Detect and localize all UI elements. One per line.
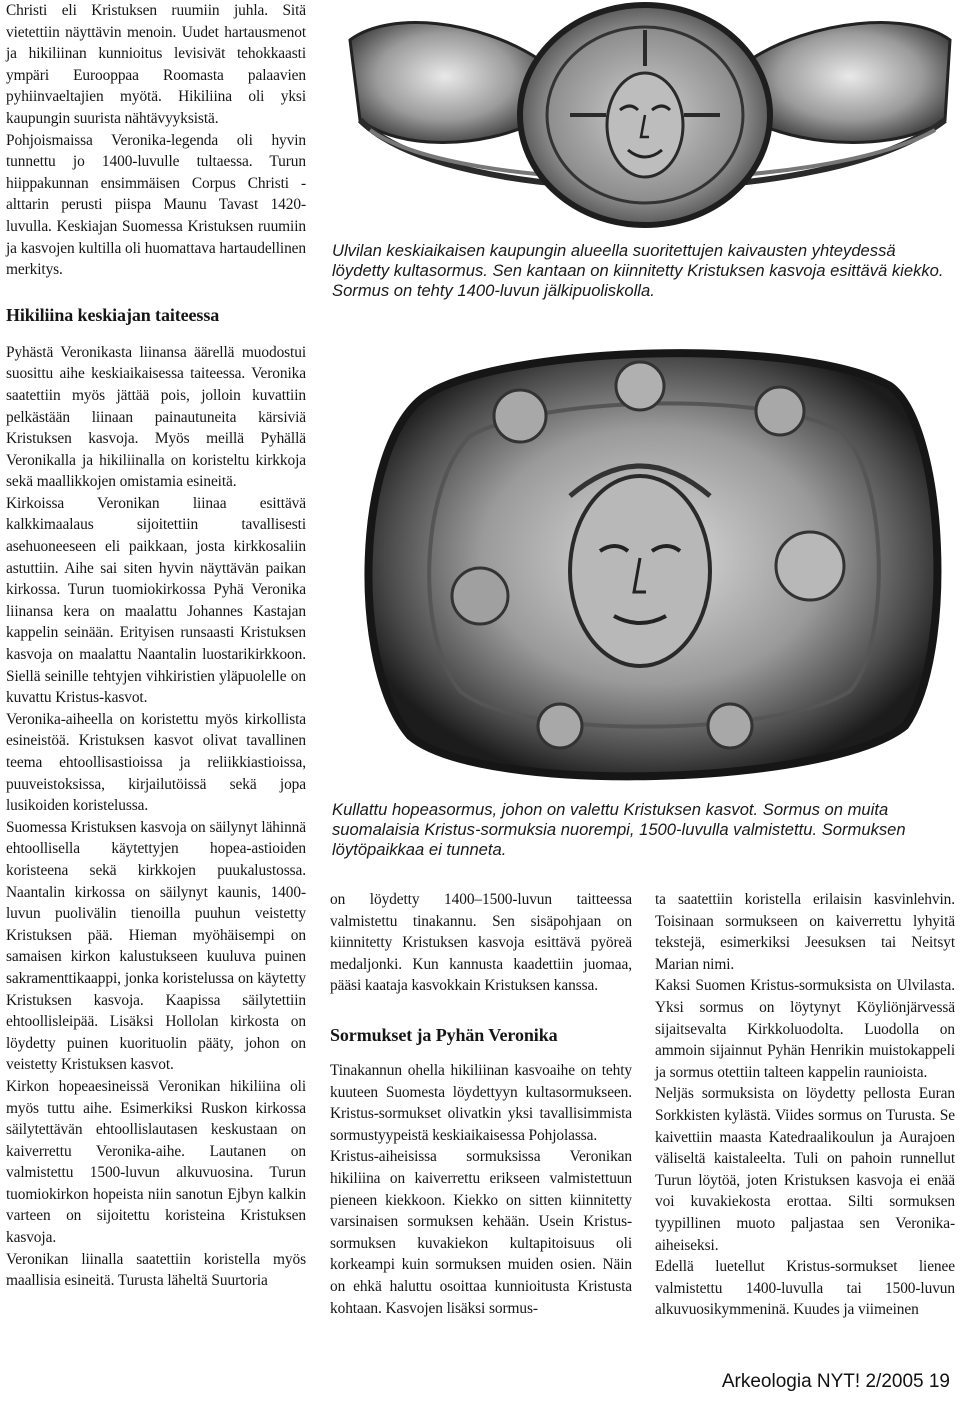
article-intro [6,0,306,281]
middle-photo-caption: Kullattu hopeasormus, johon on valettu Kristuksen kasvot. Sormus on muita suomalaisia Kristus-sormuksia nuorempi, 1500-luvulla valmistettu. Sormuksen löytöpaikkaa ei tunneta. [332,800,906,859]
paragraph: Kaksi Suomen Kristus-sormuksista on Ulvilasta. Yksi sormus on löytynyt Köyliönjärvessä sijaitsevalta Kirkkoluodolta. Luodolla on ammoin sijainnut Pyhän Henrikin muistokappeli ja sormus otettiin talteen kappelin raunioista. [655,977,955,1081]
column-middle-body [330,1060,632,1319]
paragraph: Pyhästä Veronikasta liinansa äärellä muodostui suosittu aihe keskiaikaisessa taiteessa. Veronika saatettiin myös jättää pois, jolloin kuvattiin pelkästään liinaan painautuneita kärsiviä Kristuksen kasvoja. Myös meillä Pyhällä Veronikalla ja hikiliinalla on koristeltu kirkkoja sekä maallikkojen omistamia esineitä. [6,343,306,491]
column-right [655,889,955,1321]
paragraph: Kirkon hopeaesineissä Veronikan hikiliina oli myös tuttu aihe. Esimerkiksi Ruskon kirkossa säilytettävän ehtoollislautasen keskustaan on kaiverrettu Veronika-aihe. Lautanen on valmistettu 1500-luvun alkuvuosina. Turun tuomiokirkon hopeista niin sanotun Ejbyn kalkin varteen on sijoitettu koristeina Kristuksen kasvoja. [6,1077,306,1247]
gold-ring-image [330,0,960,232]
paragraph: Edellä luetellut Kristus-sormukset lienee valmistettu 1400-luvulla tai 1500-luvun alkuvuosikymmeninä. Kuudes ja viimeinen [655,1258,955,1319]
paragraph: Tinakannun ohella hikiliinan kasvoaihe on tehty kuuteen Suomesta löydettyyn kultasormukseen. Kristus-sormukset olivatkin yksi tavallisimmista sormustyypeistä keskiaikaisessa Pohjolassa. [330,1061,632,1144]
column-right-body [655,889,955,1321]
gold-ring-photo [330,0,960,232]
paragraph: ta saatettiin koristella erilaisin kasvinlehvin. Toisinaan sormukseen on kaiverrettu lyhyitä tekstejä, esimerkiksi Jeesuksen tai Neitsyt Marian nimi. [655,891,955,973]
section-heading-rings: Sormukset ja Pyhän Veronika [330,1024,558,1045]
paragraph: Veronikan liinalla saatettiin koristella myös maallisia esineitä. Turusta läheltä Suurtoria [6,1250,306,1290]
column-middle [330,889,632,1319]
article-body [6,342,306,1292]
paragraph: Christi eli Kristuksen ruumiin juhla. Sitä vietettiin näyttävin menoin. Uudet hartausmenot ja hikiliinan kunnioitus levisivät tehokkaasti ympäri Eurooppaa Roomasta palaavien pyhiinvaeltajien myötä. Hikiliina oli yksi kaupungin suurista nähtävyyksistä. [6,2,306,127]
page-footer: Arkeologia NYT! 2/2005 19 [721,1371,950,1392]
column-middle-intro [330,889,632,997]
paragraph: on löydetty 1400–1500-luvun taitteessa valmistettu tinakannu. Sen sisäpohjaan on kiinnitetty Kristuksen kasvoja esittävä pyöreä medaljonki. Kun kannusta kaadettiin juomaa, pääsi kaataja kasvokkain Kristuksen kanssa. [330,891,632,995]
paragraph: Pohjoismaissa Veronika-legenda oli hyvin tunnettu jo 1400-luvulle tultaessa. Turun hiippakunnan ensimmäisen Corpus Christi -alttarin perusti piispa Maunu Tavast 1420-luvulla. Keskiajan Suomessa Kristuksen ruumiin ja kasvojen kultilla oli huomattava hartaudellinen merkitys. [6,131,306,279]
paragraph: Veronika-aiheella on koristettu myös kirkollista esineistöä. Kristuksen kasvot olivat tavallinen teema ehtoollisastioissa ja reliikkiastioissa, puuveistoksissa, kirjailutöissä sekä jopa lusikoiden koristelussa. [6,710,306,815]
top-photo-caption: Ulvilan keskiaikaisen kaupungin alueella suoritettujen kaivausten yhteydessä löydetty kultasormus. Sen kantaan on kiinnitetty Kristuksen kasvoja esittävä kiekko. Sormus on tehty 1400-luvun jälkipuoliskolla. [332,241,944,300]
silver-ring-image [330,326,960,798]
paragraph: Suomessa Kristuksen kasvoja on säilynyt lähinnä ehtoollisella käytettyjen hopea-astioiden koristeena sekä kirkkojen puukalustossa. Naantalin kirkossa on säilynyt kaunis, 1400-luvun puolivälin tienoilla puuhun veistetty Kristuksen pää. Hieman myöhäisempi on samaisen kirkon kalustukseen kuuluva puinen sakramenttikaappi, jonka koristelussa on käytetty Kristuksen kasvoja. Kaapissa säilytettiin ehtoollisleipää. Lisäksi Hollolan kirkosta on löydetty puinen kuorituolin pääty, johon on veistetty Kristuksen kasvot. [6,818,306,1074]
paragraph: Kristus-aiheisissa sormuksissa Veronikan hikiliina on kaiverrettu erikseen valmistettuun pieneen kiekkoon. Kiekko on sitten kiinnitetty varsinaisen sormuksen kehään. Usein Kristus-sormuksen kuvakiekon kultapitoisuus oli korkeampi kuin sormuksen muiden osien. Näin on ehkä haluttu osoittaa kunnioitusta Kristusta kohtaan. Kasvojen lisäksi sormus- [330,1148,632,1317]
paragraph: Kirkoissa Veronikan liinaa esittävä kalkkimaalaus sijoitettiin tavallisesti asehuoneeseen eli paikkaan, josta kirkkosaliin astuttiin. Aihe sai siten hyvin näyttävän paikan kirkossa. Turun tuomiokirkossa Pyhä Veronika liinansa kera on maalattu Johannes Kastajan kappelin seinään. Erityisen runsaasti Kristuksen kasvoja on maalattu Naantalin luostarikirkkoon. Siellä seinille tehtyjen vihkiristien yläpuolelle on kuvattu Kristus-kasvot. [6,494,306,707]
silver-ring-photo [330,326,960,798]
column-left [6,0,306,1292]
paragraph: Neljäs sormuksista on löydetty pellosta Euran Sorkkisten kylästä. Viides sormus on Turusta. Se kaivettiin maasta Katedraalikoulun ja Aurajoen väliseltä kaistaleelta. Tuli on pahoin runnellut Turun löytöä, joten Kristuksen kasvoja ei enää voi kuvakiekosta erottaa. Silti sormuksen tyypillinen muoto paljastaa sen Veronika-aiheiseksi. [655,1085,955,1254]
section-heading: Hikiliina keskiajan taiteessa [6,304,220,325]
